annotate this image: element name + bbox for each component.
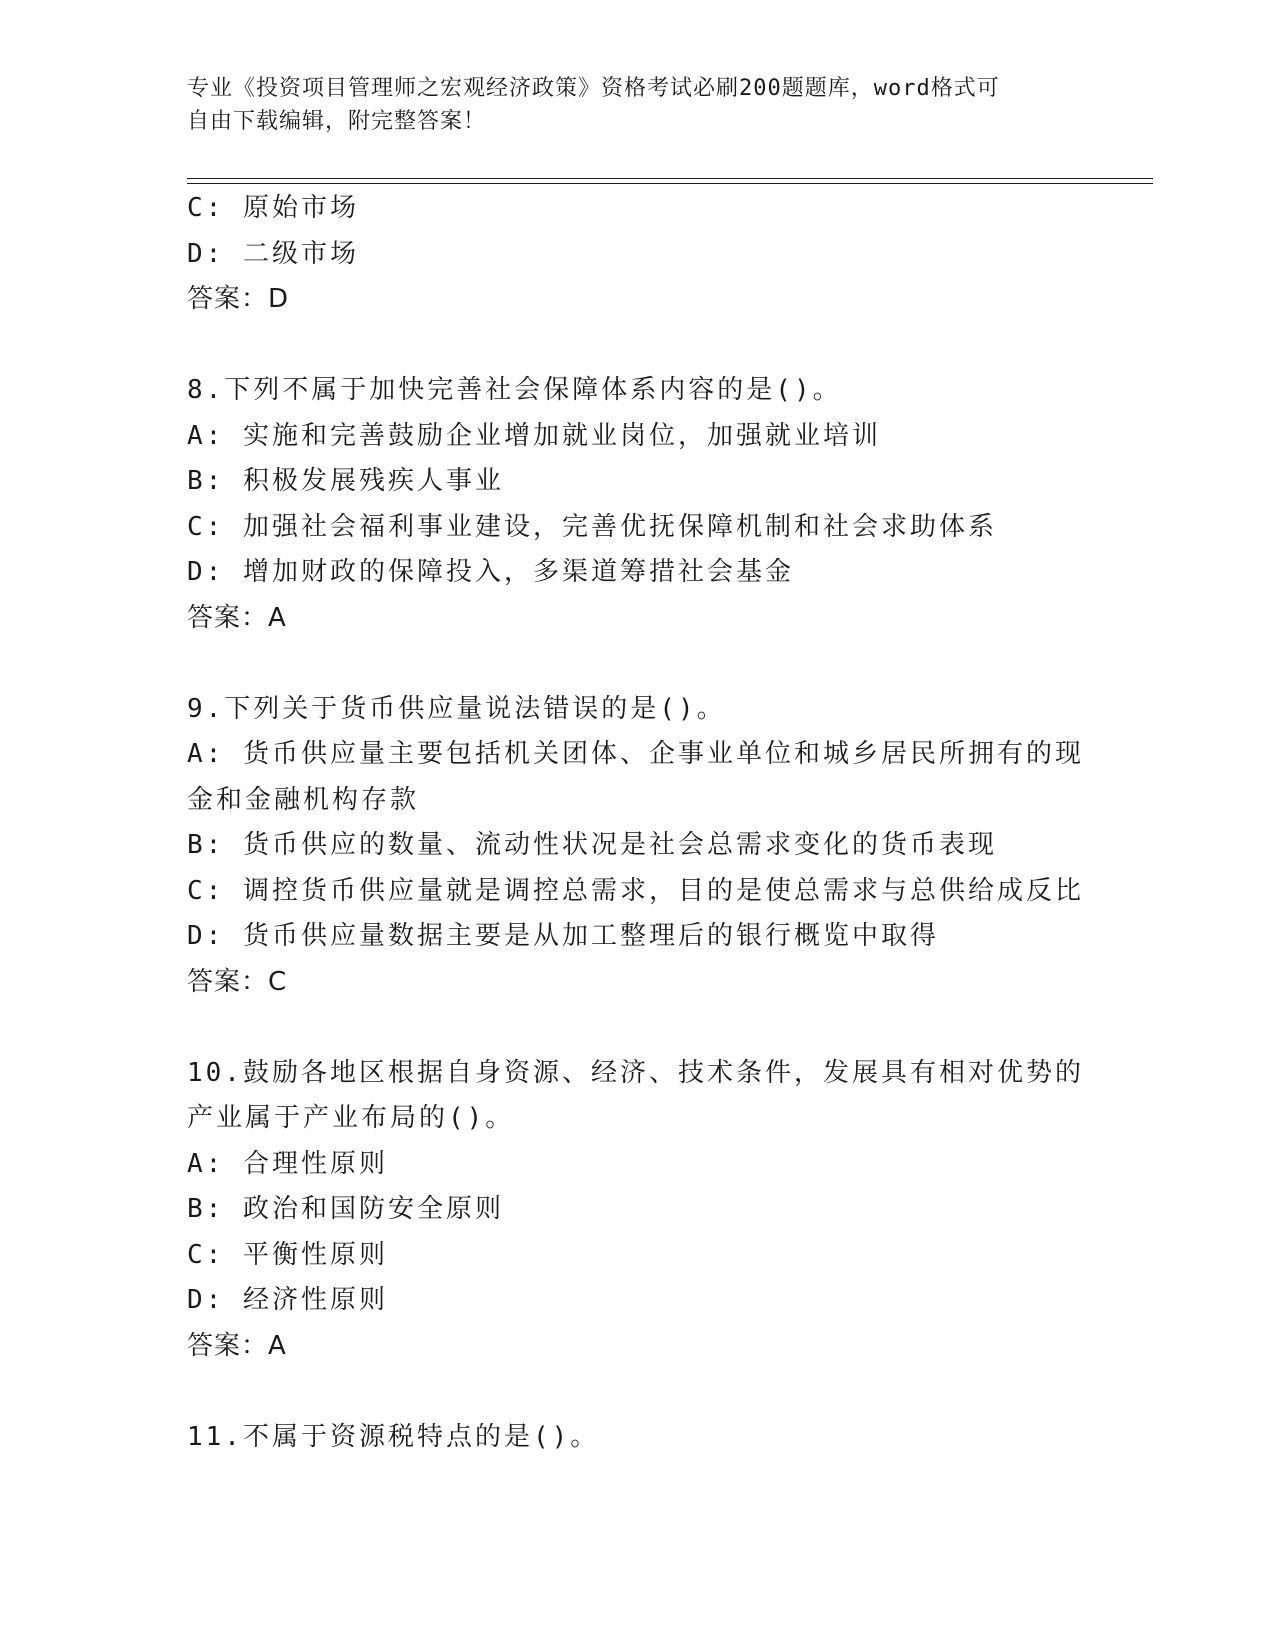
answer-line: 答案：C [187, 966, 288, 997]
answer-line: 答案：A [187, 1330, 287, 1361]
option-d: D: 二级市场 [187, 238, 359, 269]
question-10 [187, 1051, 1087, 1370]
option-b: B: 货币供应的数量、流动性状况是社会总需求变化的货币表现 [187, 830, 997, 860]
option-b: B: 政治和国防安全原则 [187, 1194, 504, 1224]
question-stem: 10.鼓励各地区根据自身资源、经济、技术条件，发展具有相对优势的 [187, 1057, 1084, 1088]
option-a: A: 合理性原则 [187, 1148, 388, 1179]
option-d: D: 经济性原则 [187, 1285, 388, 1315]
option-d: D: 货币供应量数据主要是从加工整理后的银行概览中取得 [187, 921, 939, 951]
option-a: A: 货币供应量主要包括机关团体、企事业单位和城乡居民所拥有的现 [187, 739, 1084, 769]
spacer [187, 1005, 1087, 1051]
option-c: C: 加强社会福利事业建设，完善优抚保障机制和社会求助体系 [187, 511, 997, 542]
header-divider-top [187, 178, 1153, 179]
spacer [187, 1369, 1087, 1415]
question-11 [187, 1415, 1087, 1461]
option-c: C: 原始市场 [187, 193, 359, 223]
question-stem: 8.下列不属于加快完善社会保障体系内容的是()。 [187, 375, 842, 405]
spacer [187, 641, 1087, 687]
header-line-2: 自由下载编辑，附完整答案！ [187, 109, 487, 134]
spacer [187, 323, 1087, 369]
answer-line: 答案：A [187, 602, 287, 633]
option-a-continued: 金和金融机构存款 [187, 784, 420, 815]
header-line-1: 专业《投资项目管理师之宏观经济政策》资格考试必刷200题题库，word格式可 [187, 76, 1000, 101]
question-stem-continued: 产业属于产业布局的()。 [187, 1103, 515, 1133]
question-9 [187, 687, 1087, 1006]
option-c: C: 调控货币供应量就是调控总需求，目的是使总需求与总供给成反比 [187, 875, 1084, 906]
page-header [187, 72, 1087, 138]
answer-line: 答案：D [187, 284, 290, 314]
option-d: D: 增加财政的保障投入，多渠道筹措社会基金 [187, 557, 794, 587]
header-divider-bottom [187, 183, 1153, 184]
option-c: C: 平衡性原则 [187, 1239, 388, 1270]
question-content [187, 186, 1087, 1460]
carryover-question [187, 186, 1087, 323]
question-stem: 9.下列关于货币供应量说法错误的是()。 [187, 693, 726, 724]
option-a: A: 实施和完善鼓励企业增加就业岗位，加强就业培训 [187, 420, 881, 451]
option-b: B: 积极发展残疾人事业 [187, 466, 504, 496]
question-8 [187, 368, 1087, 641]
question-stem: 11.不属于资源税特点的是()。 [187, 1421, 600, 1452]
